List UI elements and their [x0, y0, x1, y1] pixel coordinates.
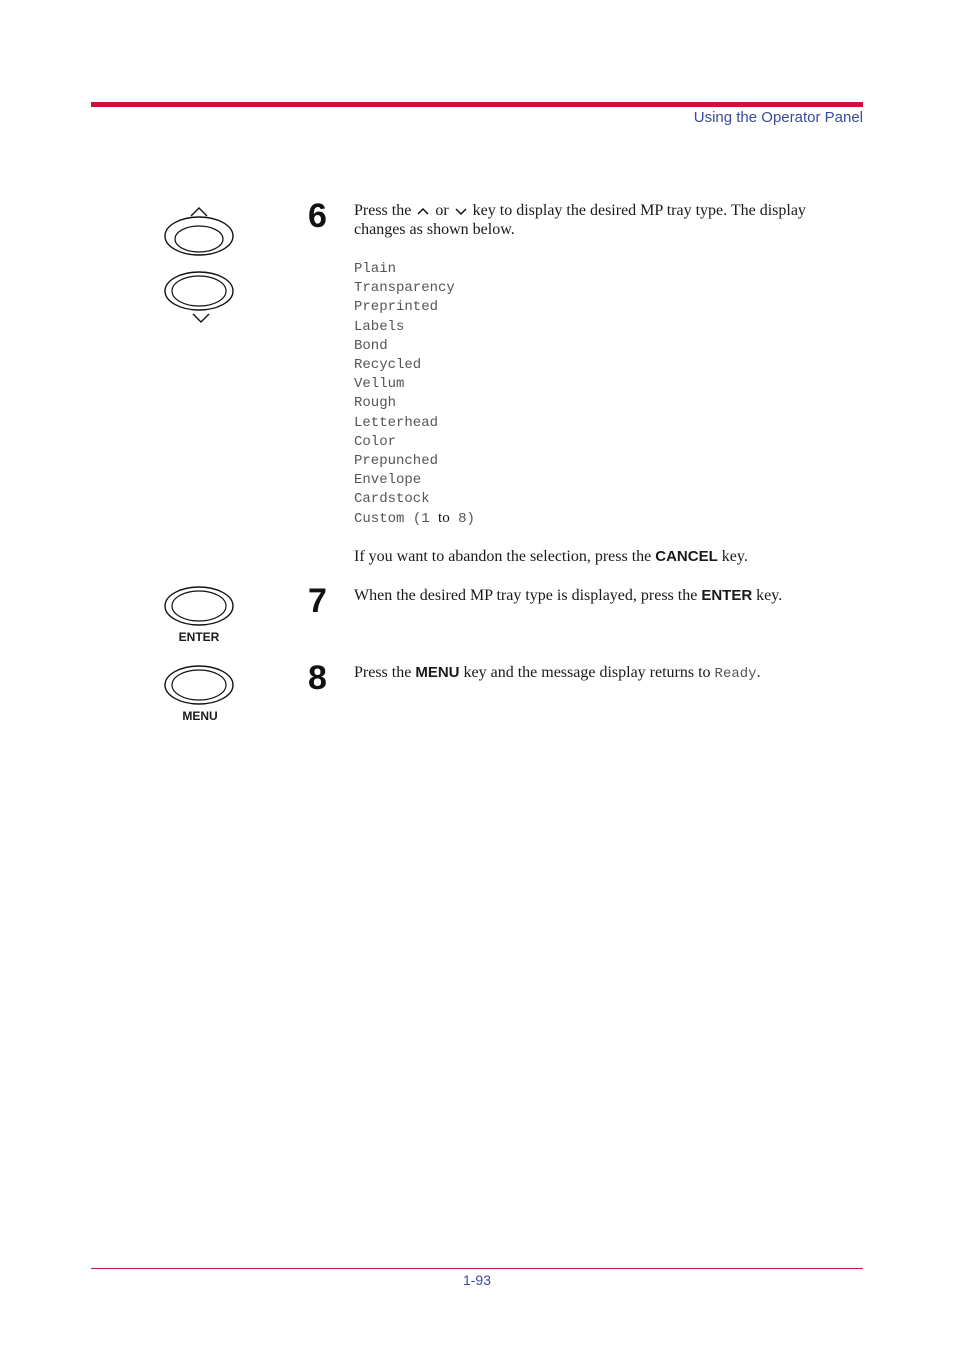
up-down-keys-illustration	[160, 204, 240, 328]
up-key-inner	[175, 226, 223, 252]
step-6-instruction	[354, 201, 854, 239]
header-rule	[91, 102, 863, 107]
page-number: 1-93	[462, 1272, 492, 1288]
custom-prefix: Custom	[354, 511, 405, 528]
page-header-title: Using the Operator Panel	[693, 109, 863, 126]
step-8-number: 8	[308, 659, 327, 697]
step-8-text-middle: key and the message display returns to	[463, 664, 711, 681]
down-key-outer	[165, 272, 233, 310]
step-7-instruction	[354, 586, 854, 605]
step-6-text-after: key to display the desired MP tray type. The display changes as shown below.	[354, 202, 806, 238]
step-6-number: 6	[308, 197, 327, 235]
list-item: Color	[354, 433, 397, 450]
up-arrow-icon	[415, 205, 431, 217]
footer-rule	[91, 1268, 863, 1269]
step-8-text-end: .	[756, 664, 761, 681]
list-item: Recycled	[354, 356, 422, 373]
list-item: Rough	[354, 395, 397, 412]
list-item: Prepunched	[354, 452, 439, 469]
custom-to: to	[438, 510, 450, 527]
enter-key-label: ENTER	[178, 630, 220, 644]
up-arrow-icon	[191, 208, 207, 216]
list-item: Letterhead	[354, 414, 439, 431]
list-item-custom	[354, 509, 475, 528]
down-arrow-icon	[193, 314, 209, 322]
enter-key-illustration	[160, 583, 240, 631]
down-arrow-icon	[453, 205, 469, 217]
cancel-key-name: CANCEL	[655, 548, 718, 565]
list-item: Vellum	[354, 376, 405, 393]
menu-key-illustration	[160, 662, 240, 710]
cancel-note-after: key.	[721, 548, 748, 565]
custom-close: 8)	[458, 511, 475, 528]
list-item: Cardstock	[354, 491, 430, 508]
ready-message: Ready	[714, 666, 757, 682]
down-key-inner	[172, 276, 226, 306]
menu-key-label: MENU	[182, 709, 218, 723]
step-7-number: 7	[308, 582, 327, 620]
step-7-text-before: When the desired MP tray type is displayed, press the	[354, 587, 698, 604]
list-item: Envelope	[354, 472, 422, 489]
list-item: Plain	[354, 261, 397, 277]
list-item: Labels	[354, 318, 405, 335]
list-item: Bond	[354, 337, 388, 354]
step-6-text-before: Press the	[354, 202, 412, 219]
step-8-instruction	[354, 663, 854, 684]
custom-open: (1	[412, 511, 430, 528]
cancel-note-before: If you want to abandon the selection, press the	[354, 548, 652, 565]
step-6-or: or	[435, 202, 449, 219]
list-item: Transparency	[354, 280, 455, 297]
step-6-cancel-note	[354, 547, 854, 566]
step-7-text-after: key.	[756, 587, 783, 604]
mp-tray-type-list	[354, 260, 475, 529]
step-8-text-before: Press the	[354, 664, 412, 681]
menu-key-name: MENU	[415, 664, 460, 681]
enter-key-name: ENTER	[701, 587, 753, 604]
list-item: Preprinted	[354, 299, 439, 316]
